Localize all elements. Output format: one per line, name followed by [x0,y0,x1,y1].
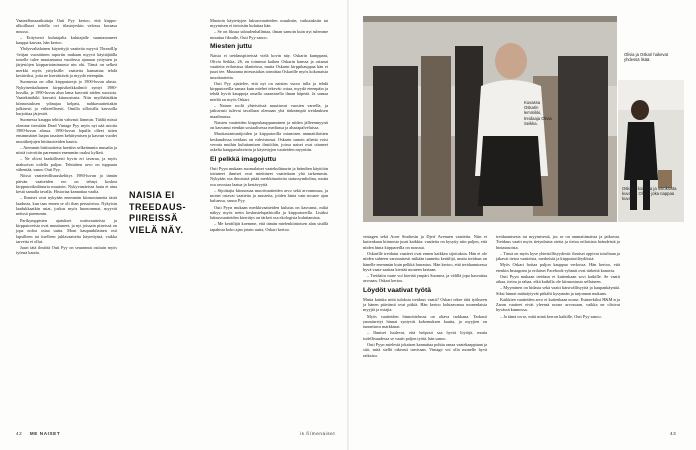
text-column-4 [496,234,620,320]
paragraph: Myös vaatteiden hinnoittelussa on oltava tarkkana. Tarkasti ymmärretyt hinnat syntyvät kokemuksen kautta, ja myyjien on tunnettava markkinat. [363,313,487,330]
paragraph: – Ihmiset ovat nykyään enemmän kiinnostuneita tästä laadusta, kun taas ennen se oli ihan perustietoa. Nykyisin laadukkaatkin asiat, joskus myös huonommat, myyvät netissä paremmin. [16,195,117,217]
paragraph: – Erityisesti kulutajalta kulutajalle suuntautuneet kauppa kasvaa, hän kertoo. [16,34,117,46]
text-column-2 [210,18,328,233]
paragraph: – Tässä on myös kyse yhteisöllisyydestä: ihmiset oppivat toisiltaan ja jakavat tietoa vaatteista, merkeistä ja kirpputorilöydöistä. [496,250,620,262]
paragraph: vintagen sekä Acne Studiosin ja Djerf Avenuen vaatteita. Niin ei kuitenkaan kiinnosta juuri kaikkia: vaatteita on kysytty niin paljon, että niiden hinta kirppareilla on noussut. [363,234,487,250]
subheading-loydot: Löydöt vaativat työtä [363,286,431,294]
paragraph: Myös Oskari hoitaa paljon kauppaa verkossa. Hän kertoo, että etenkin Instagram ja erilaiset Facebook-ryhmät ovat tärkeitä kanavia. [496,262,620,273]
paragraph: – Naisen roolit yhteisöissä muuttuvat vuosien varrella, ja jatkuvasti tulevat tavallaan olemaan yhä tärkeämpiä treidauksen maailmassa. [210,102,328,119]
caption-woman-stairs: Oskarin koirasta ja ostoksista kuvassa Olivia, joka nappaa kuvan. [622,186,677,202]
paragraph: Juuri tätä ilmiötä Outi Pyy on seurannut osittain myös työnsä kautta. [16,245,117,256]
paragraph: – Sijoittajia kiinnostaa muotivaatteiden arvo sekä arvonnousu, ja monet ostavat vaatteita ja asusteita, joiden hinta vain nousee ajan kuluessa, sanoo Pyy. [210,187,328,204]
photo-illustration [363,16,617,222]
paragraph: – Ja tämä on se, mitä minä kerron kaikille, Outi Pyy sanoo. [500,313,602,319]
paragraph: – Me keräilijät koemme, että tämän mielenkiintoisen alan sisällä tapahtuu koko ajan jotain uutta, Oskari kertoo. [210,221,328,232]
folio-center: is.fi/menaiset [300,431,336,436]
paragraph: – Myyminen on hidasta sekä vaatii kärsivällisyyttä ja kaupankäyntiä. Siksi hinnat määräytyvät pitkälti kysynnän ja tarjonnan mukaan. [496,285,620,296]
paragraph: Outi Pyyn mukaan suomalaiset vaatekulttuurin ja brändien käyttöön tottuneet ihmiset ovat miettineet vaatteitaan yhä tarkemmin. Nykyään osa ihmisistä pitää merkkituotteita statussymbolina, mutta osa arvostaa laatua ja kestävyyttä. [210,165,328,187]
subheading-miesten-juttu: Miesten juttu [210,43,252,51]
paragraph: Suomessa kauppa tehtiin vahvasti lämmin. Täältä missä olemme itsestään Dead Vintage Pyy myös nyt nää asioita 1980-luvun alussa. 1990-luvun lopulla olleet sitten ensimmäiset laajan tasaisen kehittymisen ja kasvun vuodet muotiketjujen hittituotteiden kautta. [16,117,117,144]
caption-man-left: Kuvassa Oskarin lemmikki, treidaaja Olivia Seikka. [524,100,552,126]
paragraph: Naisten vaatteiden kirppiskauppaaminen ja niiden jälleenmyynti on kasvanut etenkin sosiaalisessa mediassa ja alustapalveluissa. [210,119,328,131]
paragraph: Yhdysvaltalainen käytettyjä vaatteita myyvä ThreadUp -leitjan vuositiinen raportin mukaan myyvä käyttäjäälla toiselle tulee muutamassa vuodessa ajanaan yritysten ja järjestöjen kirppartoiminnasta nin ohi. Tämä on selkeä merkki myös yrityksille: vaatteita kannattaa tehdä kestäviksi, jotta ne kierrättävät ja myydä eteenpäin. [16,46,117,79]
paragraph: – Treidattu vaate voi kiertää ympäri Suomea, ja välillä jopa kasvattaa arvoaan, Oskari kertoo. [363,273,487,284]
paragraph: – Ne olivat laadullisesti hyvin eri tavaraa, ja myös maksoivat todella paljon. Tehtaitten arvo on tuppaatu vähentää, sanoo Outi Pyy. [16,156,117,173]
paragraph: – Ihmiset luulevat, että helposti saa hyviä löytöjä, mutta todellisuudessa se vaatii paljon työtä, hän sanoo. [363,330,487,341]
text-column-3 [363,234,487,359]
caption-man-right: Olivia ja Oskari hakevat yhdessä lisää. [624,52,668,63]
paragraph: Mutta kuinka mitä tuloksia treidaus vaatii? Oskari tekee tätä työkseen ja hänen päivänsä ovat pitkiä. Hän kertoo kohtaavansa monenlaisia myyjiä ja ostajia. [363,296,487,313]
spread-gutter [347,0,349,450]
paragraph: Outi Pyyn mielestä jokaisen kannattaa pohtia omaa vaatekaappiaan ja sitä, mitä siellä oikeasti tarvitaan. Vintage voi olla monelle hyvä ratkaisu. [363,341,487,358]
page-number-right: 43 [670,431,677,436]
photo-oskari-with-clothes [363,16,617,222]
paragraph: Niissä vaateteollisuuskehitys 1980-luvun ja tämän päivän vaatteiden ero on tehnyt koskea kirpputorikulttuuria muutoin. Nykyvaatteissa laatu ei aina kestä samalla tavalla. Historiaa kannattaa vaalia. [16,173,117,195]
paragraph: Outi Pyyn mukaan merkkivaatteiden kulutus on kasvanut, mikä näkyy myös netin keskustelupalstoilla ja kirpputoreilla. Lisäksi luksusvaatteiden kierrätys on tärkeä osa ekologista kuluttamista. [210,204,328,221]
paragraph: Oskarille treidatut vaatteet ovat ennen kaikkea sijoituksia. Hän ei ole niiden suhteen varsinaisesti mikään tunnettu keräilijä, mutta treidaus on hänelle enemmän kuin pelkkä harrastus. Hän kertoo, että treidaamisessa hyvä vaate saattaa kiertää moneen kertaan. [363,250,487,272]
paragraph: Vaatealbussaatkuttaja Outi Pyy kertoo, että kirppu-ulkoilluuri todella ovi tilastojeskin valossa koraasa noussa. [16,18,117,34]
paragraph: Kaikkien vaatteiden arvo ei kuitenkaan nouse. Esimerkiksi H&M:n ja Zaran vaatteet eivät yleensä nouse arvossaan, vaikka ne olisivat hyvässä kunnossa. [496,296,620,313]
paragraph: Muotoin käytettyjen luksusvaatteiden osuuksiin, vaikutuksiin tai myymisen ei tietoisiin kuluttaa hän. [210,18,328,29]
folio-left [16,431,60,436]
subheading-imagojuttu: El pelkkä imagojuttu [210,155,277,163]
paragraph: Suomessa on ollut kirpputoreja jo 1900-luvun alusta. Nykyisenkaltainen kirppisikeikkailmiö syntyi 1980-luvulla, ja 1990-luvun alun lama kasvatti niiden suosiota. Vaatekinäkiki kasvatti kiinnostusta. Niin myöhäistäkin kiinnostuksen ydinajaa kelpasi, nahkavaatteitakin julkisesti ja viihteellisesti. Omilla silloisilla kasvuilla harjoittaa järjestöt. [16,79,117,117]
paragraph: Outi Pyy ajattelee, että nyt on naisten vuoro tulla ja tehdä kirpputoreilla samaa kuin miehet tekevät: ostaa, myydä eteenpäin ja tehdä hyviä kauppoja omalla osaamisella ilman häpeää. Ja samaa mieltä on myös Oskari. [210,80,328,102]
pull-quote: NAISIA EI TREEDAUS-PIIREISSÄ VIELÄ NÄY. [129,190,187,235]
paragraph: – Se on fiksua taloudenhallintaa, ilman samoin kuin nyt tulemme muuttua fiksulle, Outi Pyy sanoo. [210,29,328,40]
paragraph: treidaamisesta tai myymisestä, jos se on ammattimaista ja jatkuvaa. Treidaus vaatii myös tietynlaista otetta ja tietoa erilaisista brändeistä ja hintatasoista. [496,234,620,250]
page-number-left: 42 [16,431,23,436]
paragraph: – Aiemmin hittituotteita haettiin selkeämmin muualta ja niistä toivottiin paremmin enemmän osaksi kylkeä. [16,144,117,156]
paragraph: Naisia ei treidauspiireissä vielä kovin näy. Oskarin kumppani, Olivia Seikka, 26, on toiminut kaiken Oskarin kanssa ja ostanut vaatteita erilaisissa tilanteissa, mutta Oskarin kirppikauppaa hän ei juuri tee. Muutama miesasiakas toimittaa Oskarille myös kokonaisia muotiaarteita. [210,53,328,80]
paragraph: Parikymppisten ajatukset uutisvaatteista ja kirpputoreista ovat muuttuneet, ja nyt joissain piireissä on jopa noloa ostaa uutta. Moni kaupunkilainen osti lapsilleen tai itselleen juhlavaatteita käytettyinä, vaikka tarvetta ei ollut. [16,217,117,244]
paragraph: Muotiasiantuntijoiden ja kirpputorilla ostamisen ammattilaisten keskuudessa treidaus on vahvistunut. Oskarin sanoin aihetta voisi verrata muihin kuluttamisen ilmiöihin, joissa naiset ovat ottaneet askelia kauppasuhteisiin ja käytettyjen tuotteiden myyntiin. [210,131,328,153]
paragraph: Outi Pyyn mukaan treidaus ei kuitenkaan sovi kaikille. Se vaatii aikaa, tietoa ja rahaa, eikä kaikilla ole kiinnostusta sellaiseen. [496,273,620,285]
text-column-1 [16,18,117,257]
magazine-brand: ME NAISET [29,431,61,436]
